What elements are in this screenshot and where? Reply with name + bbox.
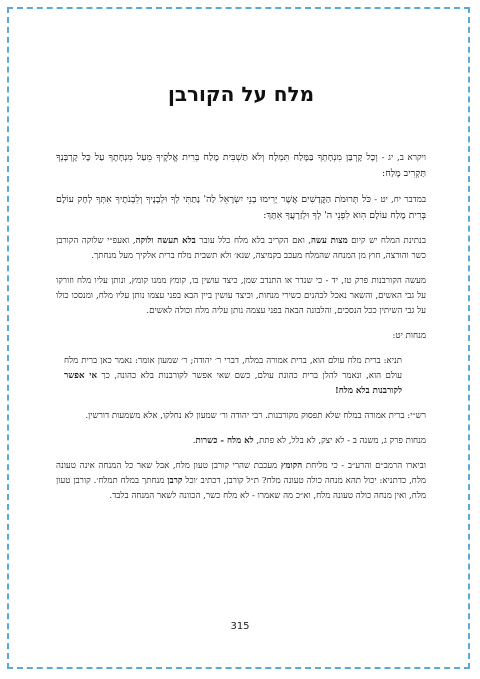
paragraph-baraita: תניא: ברית מלח עולם הוא, ברית אמורה במלח, דברי ר׳ יהודה; ר׳ שמעון אומר: נאמר כאן ברית מלח עולם הוא, ונאמר להלן ברית כהונת עולם, כשם שאי אפשר לקורבנות בלא כהונה, כך אי אפשר לקורבנות בלא מלח!	[64, 356, 402, 396]
bold-lo-taaseh: בלא תעשה ולוקה	[135, 236, 196, 246]
paragraph-maaseh-korbanot: מעשה הקורבנות פרק טז, יד - כי שנדר או התנדב שמן, כיצד עושין בו, קומץ ממנו קומץ, ונותן עליו מלח וזורקו על גבי האשים, והשאר נאכל לכהנים כשירי מנחות, וכיצד עושין ביין הבא בפני עצמו נותן עליו מלח, ומנסכו כולו על גבי השיתין ככל הנסכים, והלבונה הבאה בפני עצמה נותן עליה מלח וכולה לאשים.	[56, 276, 426, 316]
bold-hakometz: הקומץ	[280, 461, 303, 471]
verse-bamidbar	[56, 192, 426, 224]
bold-kesherot: לא מלח - כשרות	[195, 436, 254, 446]
verse-text: וְכָל קָרְבַּן מִנְחָתְךָ בַּמֶּלַח תִּמְלָח וְלֹא תַשְׁבִּית מֶלַח בְּרִית אֱלֹקֶיךָ מֵעַל מִנְחָתֶךָ עַל כָּל קָרְבָּנְךָ תַּקְרִיב מֶלַח:	[56, 152, 426, 179]
page-number: 315	[230, 621, 250, 632]
verse-reference: ויקרא ב, יג -	[377, 153, 426, 163]
paragraph-rambam: וביארו הרמב״ם והרע״ב - כי מליחת הקומץ מעכבת שהרי קורבן טעון מלח, אבל שאר כל המנחה אינה טעונה מלח, כדתניא: יכול תהא מנחה כולה טעונה מלח? ת״ל קורבן, דכתיב ׳וכל קרבן מנחתך במלח תמלח׳. קורבן טעון מלח, ואין מנחה כולה טעונה מלח, וא״כ מה שאמרו - לא מלח כשר, הכוונה לשאר המנחה בלבד.	[56, 461, 427, 501]
paragraph-rashi: רש״י: ברית אמורה במלח שלא תפסוק מקורבנות. רבי יהודה ור׳ שמעון לא נחלקו, אלא משמעות דורשין.	[85, 411, 426, 421]
bold-conclusion: אי אפשר לקורבנות בלא מלח!	[64, 371, 402, 396]
paragraph-mitzvah: בנתינת המלח יש קיום מצות עשה, ואם הקריב בלא מלח כלל עובר בלא תעשה ולוקה, ואעפ״י שלוקה הקורבן כשר והורצה, חוץ מן המנחה שהמלח מעכב בקמיצה, שנא׳ ולא תשבית מלח ברית אלקיך מעל מנחתך.	[56, 236, 426, 261]
bold-korban: קרבן	[167, 476, 183, 486]
verse-text: כֹּל תְּרוּמֹת הַקֳּדָשִׁים אֲשֶׁר יָרִימוּ בְנֵי יִשְׂרָאֵל לַה' נָתַתִּי לְךָ וּלְבָנֶיךָ וְלִבְנֹתֶיךָ אִתְּךָ לְחָק עוֹלָם בְּרִית מֶלַח עוֹלָם הִוא לִפְנֵי ה' לְךָ וּלְזַרְעֲךָ אִתָּךְ:	[56, 194, 426, 221]
verse-reference: במדבר יח, יט -	[371, 195, 427, 205]
page-title: מלח על הקורבן	[167, 82, 315, 106]
verse-vayikra	[56, 150, 426, 182]
paragraph-menachot-ref: מנחות יט:	[392, 331, 426, 341]
paragraph-mishna: מנחות פרק ג, משנה ב - לא יצק, לא בלל, לא פתת, לא מלח - כשרות.	[192, 436, 426, 446]
page-content	[56, 58, 426, 514]
bold-mitzvat-aseh: מצות עשה	[311, 236, 348, 246]
